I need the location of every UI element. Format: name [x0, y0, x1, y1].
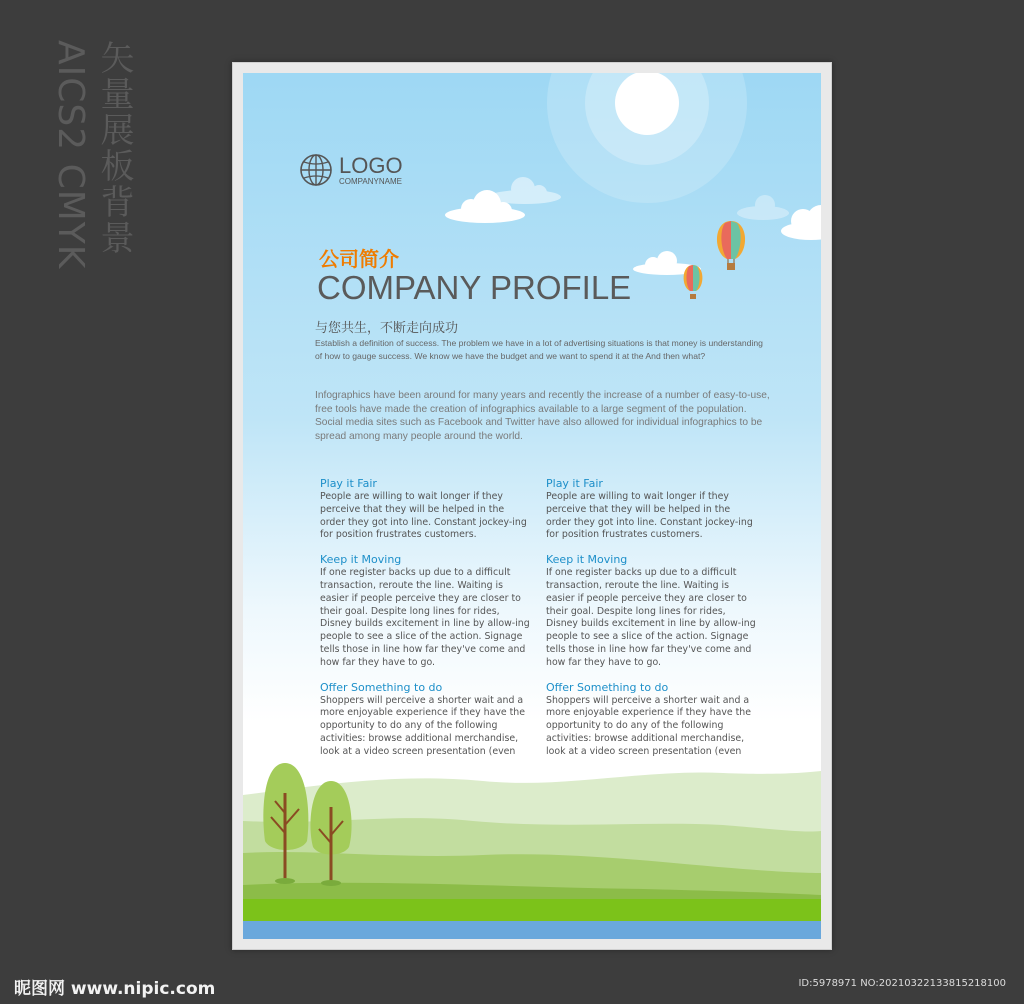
water-strip: [243, 921, 821, 939]
site-watermark: 昵图网 www.nipic.com: [14, 979, 216, 999]
section-text: People are willing to wait longer if they perceive that they will be helped in the order they got into line. Constant jockey-ing for position frustrates customers.: [320, 491, 527, 541]
cloud-right: [781, 205, 821, 240]
section-heading: Keep it Moving: [546, 553, 628, 567]
logo: [299, 153, 403, 187]
section-text: Shoppers will perceive a shorter wait and a more enjoyable experience if they have the opportunity to do any of the following activities: browse additional merchandise, look at a video screen presentation (even: [320, 694, 526, 757]
text-column-left: [320, 477, 532, 770]
side-title-en: AICS2 CMYK: [50, 40, 91, 270]
section-heading: Play it Fair: [320, 477, 377, 490]
section-text: If one register backs up due to a difficult transaction, reroute the line. Waiting is easier if people perceive they are closer to their goal. Despite long lines for rides, Disney builds excitement in line by allow-ing people to see a slice of the action. Signage tells those in line how far they've come and how far they have to go.: [320, 567, 530, 668]
logo-text: LOGO: [339, 152, 403, 178]
section-heading: Offer Something to do: [546, 680, 669, 694]
poster-frame: [232, 62, 832, 950]
grass-strip: [243, 899, 821, 921]
title-en: COMPANY PROFILE: [317, 269, 632, 306]
body-paragraph: Infographics have been around for many years and recently the increase of a number of easy-to-use, free tools have made the creation of infographics available to a large segment of the population. Social media sites such as Facebook and Twitter have also allowed for individual infographics to be spread among many people around the world.: [315, 390, 770, 442]
section-heading: Offer Something to do: [320, 680, 443, 694]
intro-paragraph: Establish a definition of success. The problem we have in a lot of advertising situations is that money is understanding of how to gauge success. We know we have the budget and we want to spend it at the And then what?: [315, 338, 763, 361]
slogan: 与您共生，不断走向成功: [315, 321, 459, 336]
section-heading: Play it Fair: [546, 477, 603, 490]
section-heading: Keep it Moving: [320, 553, 402, 567]
section-text: People are willing to wait longer if they perceive that they will be helped in the order they got into line. Constant jockey-ing for position frustrates customers.: [546, 491, 753, 541]
poster: [243, 73, 821, 939]
globe-icon: [299, 153, 333, 187]
cloud-right-faint: [737, 195, 789, 220]
title-cn: 公司简介: [319, 247, 399, 271]
section-text: If one register backs up due to a difficult transaction, reroute the line. Waiting is easier if people perceive they are closer to their goal. Despite long lines for rides, Disney builds excitement in line by allow-ing people to see a slice of the action. Signage tells those in line how far they've come and how far they have to go.: [546, 567, 756, 668]
sun: [615, 73, 679, 135]
cloud-faint: [489, 177, 561, 204]
company-name: COMPANYNAME: [339, 176, 402, 186]
balloon-small: [684, 265, 703, 299]
section-text: Shoppers will perceive a shorter wait and a more enjoyable experience if they have the opportunity to do any of the following activities: browse additional merchandise, look at a video screen presentation (even: [546, 694, 752, 757]
balloon-large: [717, 221, 745, 270]
image-id: ID:5978971 NO:20210322133815218100: [798, 978, 1006, 989]
side-title-cn: 矢量展板背景: [94, 40, 134, 256]
text-column-right: [546, 477, 758, 770]
